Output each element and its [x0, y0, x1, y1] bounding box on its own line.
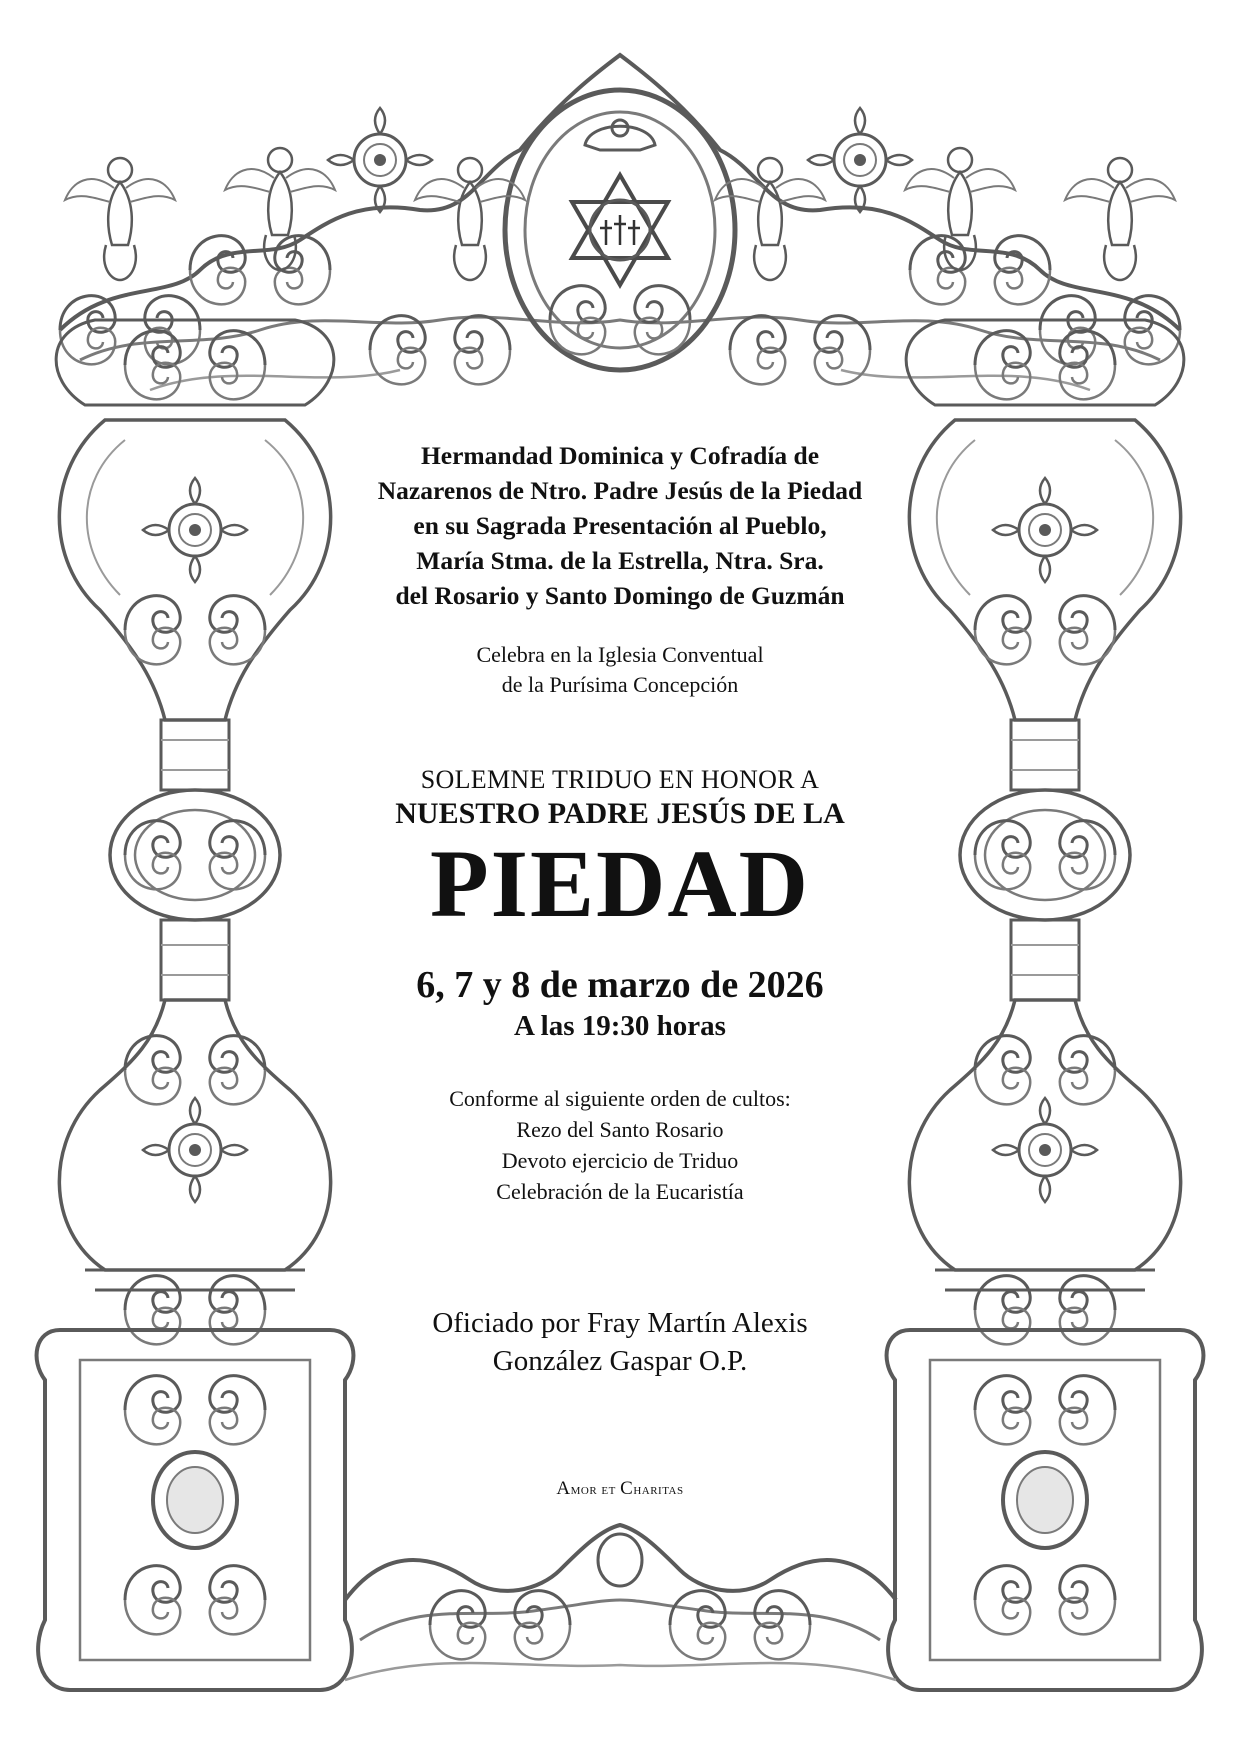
- crest-top: [60, 55, 1180, 390]
- officiant-line: González Gaspar O.P.: [492, 1345, 748, 1377]
- title-main: PIEDAD: [429, 830, 810, 937]
- brotherhood-line: Hermandad Dominica y Cofradía de: [420, 441, 820, 470]
- motto: [320, 1478, 920, 1500]
- venue-line: de la Purísima Concepción: [501, 672, 739, 697]
- venue-line: Celebra en la Iglesia Conventual: [476, 642, 764, 667]
- motto-word: haritas: [633, 1482, 684, 1498]
- title-line-1: SOLEMNE TRIDUO EN HONOR A: [420, 765, 820, 794]
- title-block: [320, 764, 920, 936]
- motto-cap: C: [620, 1478, 634, 1499]
- motto-word: mor et: [570, 1482, 616, 1498]
- crest-bottom: [345, 1525, 896, 1680]
- motto-cap: A: [556, 1478, 571, 1499]
- cultos-item: Celebración de la Eucaristía: [496, 1179, 744, 1204]
- officiant: [320, 1304, 920, 1380]
- cultos-item: Rezo del Santo Rosario: [516, 1117, 724, 1142]
- cultos-order: [320, 1083, 920, 1207]
- cultos-item: Devoto ejercicio de Triduo: [501, 1148, 739, 1173]
- event-info: [320, 962, 920, 1044]
- brotherhood-line: del Rosario y Santo Domingo de Guzmán: [395, 581, 845, 610]
- brotherhood-name: [320, 438, 920, 613]
- title-line-2: NUESTRO PADRE JESÚS DE LA: [395, 797, 845, 830]
- column-right: [887, 320, 1204, 1690]
- brotherhood-line: en su Sagrada Presentación al Pueblo,: [413, 511, 827, 540]
- brotherhood-line: María Stma. de la Estrella, Ntra. Sra.: [416, 546, 824, 575]
- brotherhood-line: Nazarenos de Ntro. Padre Jesús de la Piedad: [377, 476, 863, 505]
- venue: [320, 640, 920, 700]
- event-time: A las 19:30 horas: [514, 1010, 726, 1042]
- officiant-line: Oficiado por Fray Martín Alexis: [432, 1307, 808, 1339]
- cultos-intro: Conforme al siguiente orden de cultos:: [449, 1086, 791, 1111]
- column-left: [37, 320, 354, 1690]
- event-dates: 6, 7 y 8 de marzo de 2026: [416, 964, 824, 1006]
